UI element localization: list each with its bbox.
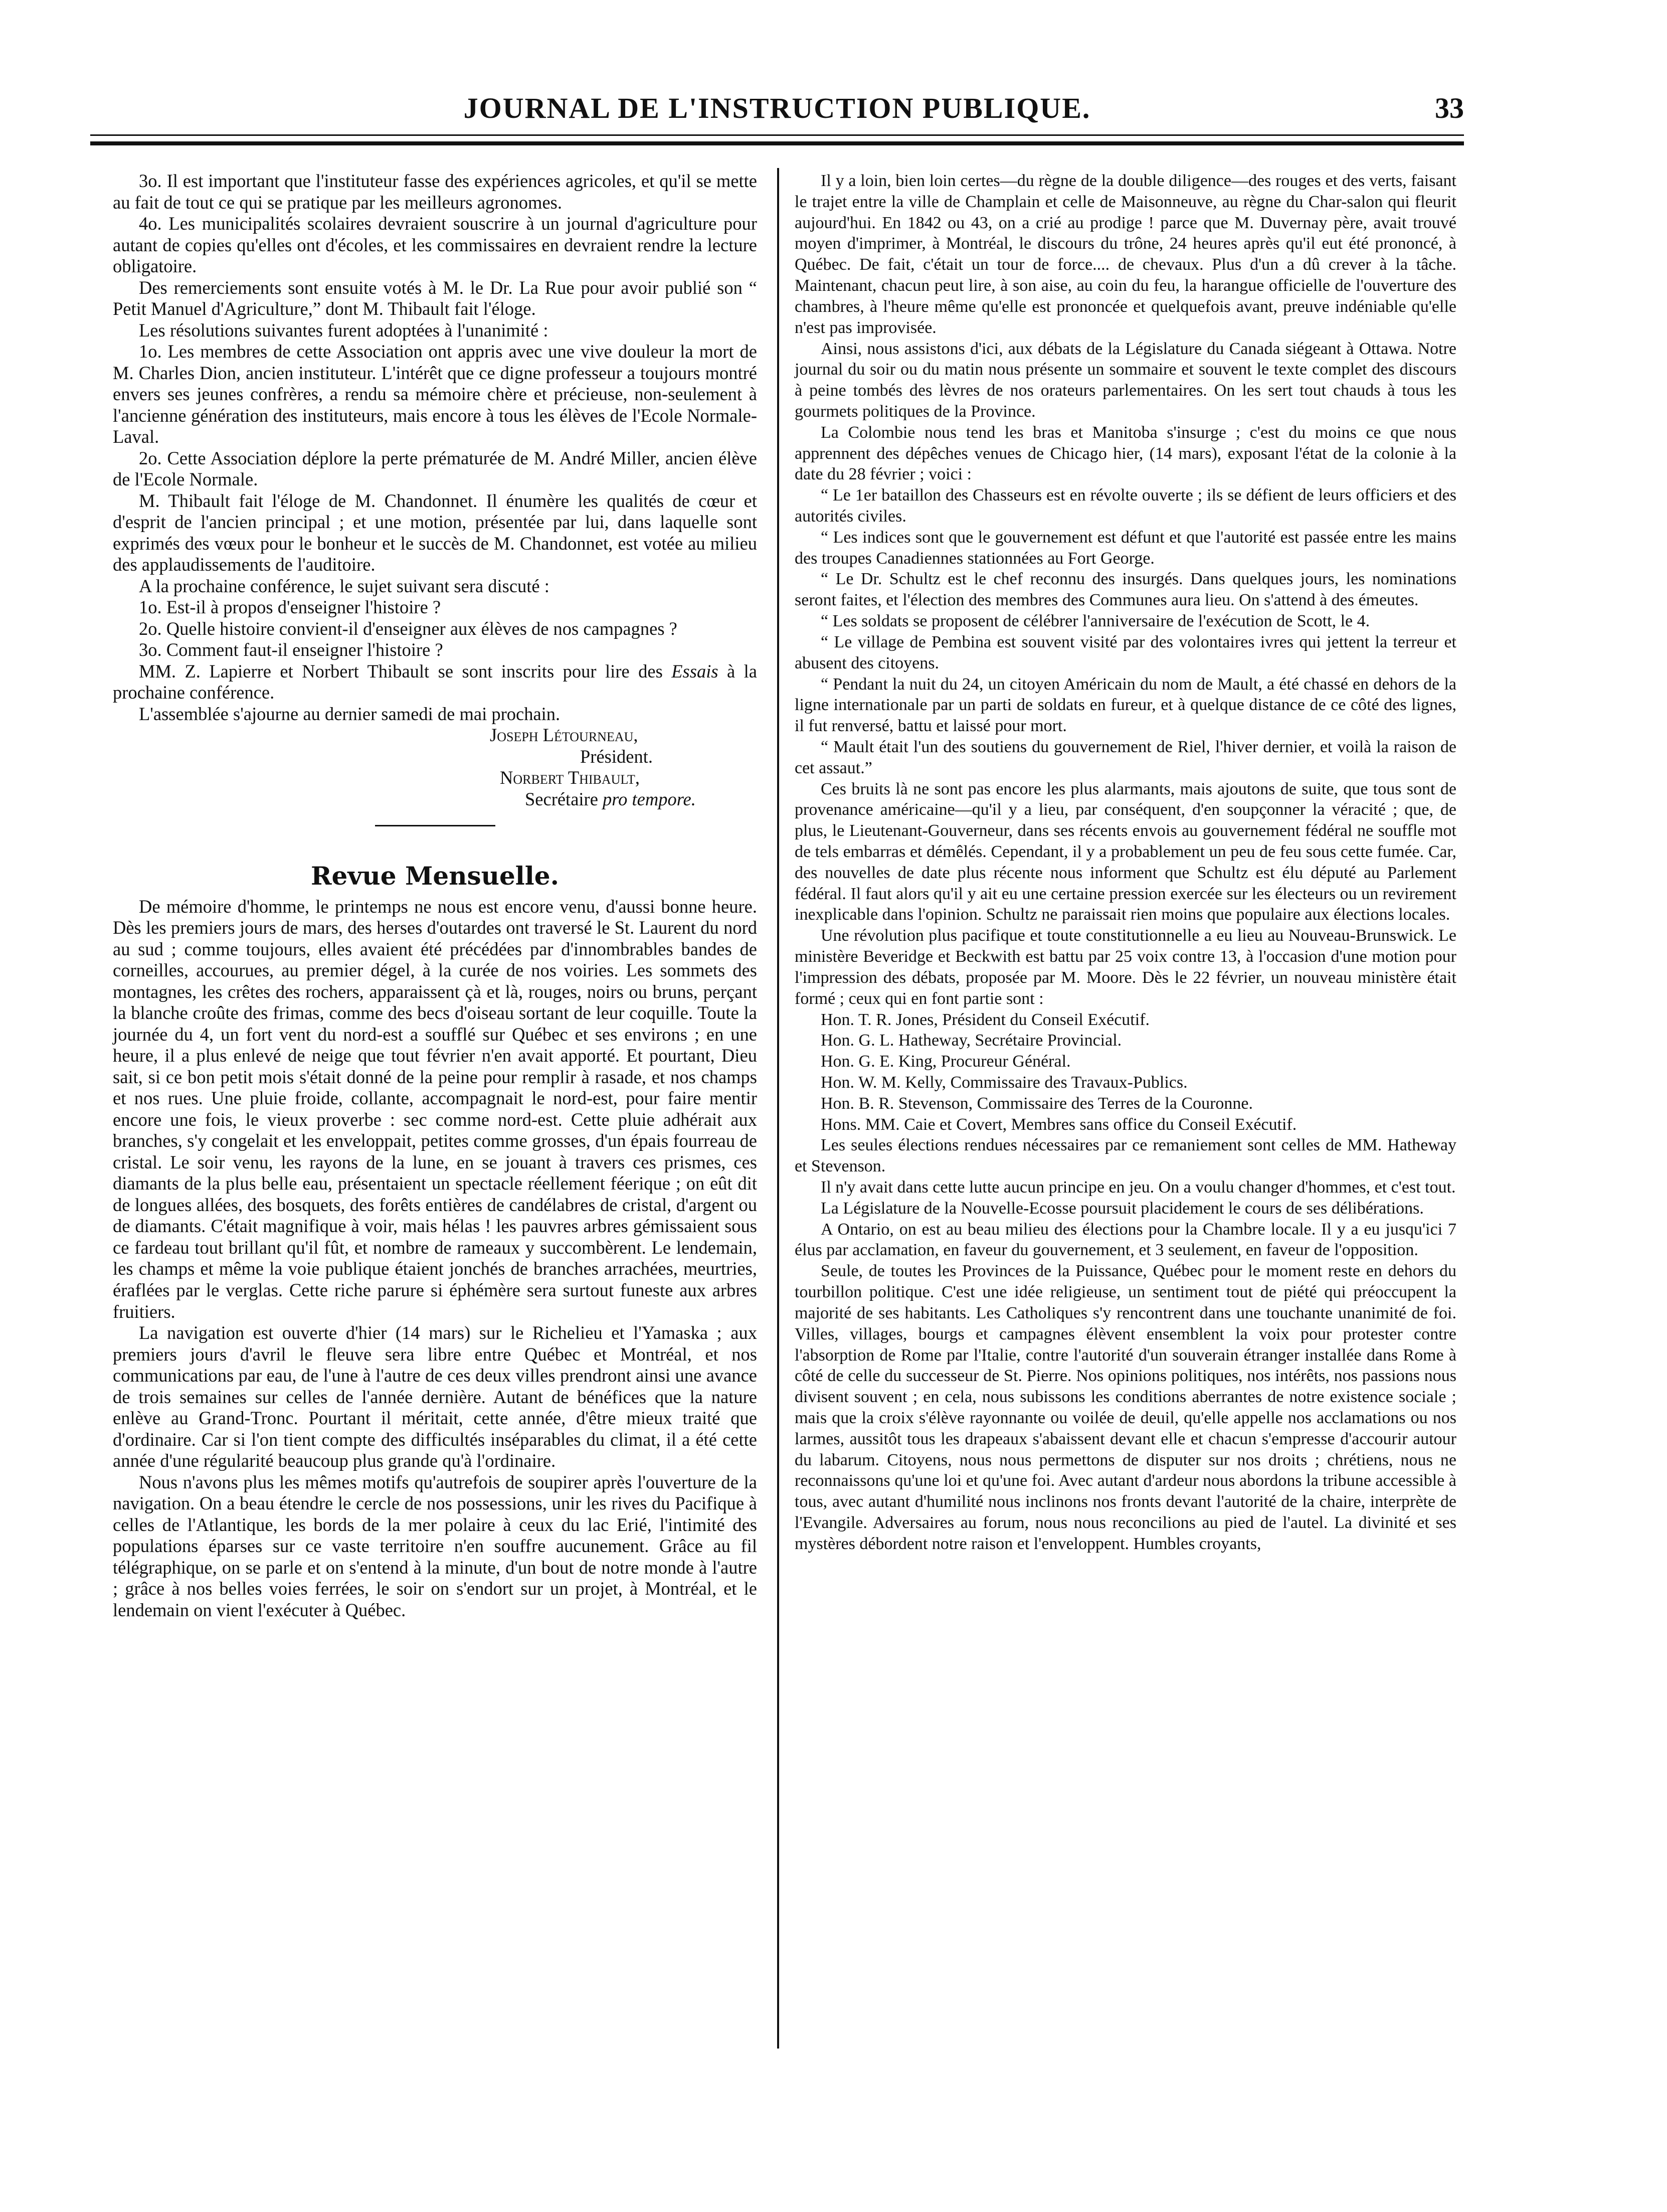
page-header (90, 91, 1464, 131)
left-column (113, 171, 757, 1621)
minister-item: Hon. W. M. Kelly, Commissaire des Travaux-Publics. (821, 1073, 1188, 1092)
page-number: 33 (1435, 92, 1464, 124)
essais-word: Essais (671, 660, 718, 682)
section-divider (375, 825, 495, 826)
minister-item: Hons. MM. Caie et Covert, Membres sans office du Conseil Exécutif. (821, 1115, 1297, 1134)
paragraph: “ Mault était l'un des soutiens du gouvernement de Riel, l'hiver dernier, et voilà la raison de cet assaut.” (795, 737, 1456, 777)
paragraph: Nous n'avons plus les mêmes motifs qu'autrefois de soupirer après l'ouverture de la navigation. On a beau étendre le cercle de nos possessions, unir les rives du Pacifique à celles de l'Atlantique, les bords de la mer polaire à ceux du lac Erié, l'intimité des populations éparses sur ce vaste territoire n'en souffre aucunement. Grâce au fil télégraphique, on se parle et on s'entend à la minute, d'un bout de notre monde à l'autre ; grâce à nos belles voies ferrées, le soir on s'endort sur un projet, à Montréal, et le lendemain on vient l'exécuter à Québec. (113, 1471, 757, 1620)
header-rule-thick (90, 141, 1464, 145)
paragraph: Il y a loin, bien loin certes—du règne de la double diligence—des rouges et des verts, faisant le trajet entre la ville de Champlain et celle de Maisonneuve, au règne du Char-salon qui fleurit aujourd'hui. En 1842 ou 43, on a crié au prodige ! parce que M. Duvernay père, avait trouvé moyen d'imprimer, à Montréal, le discours du trône, 24 heures après qu'il eut été prononcé, à Québec. De fait, c'était un tour de force.... de chevaux. Plus d'un a dû crever à la tâche. Maintenant, chacun peut lire, à son aise, au coin du feu, la harangue officielle de l'ouverture des chambres, à l'heure même qu'elle est prononcée et quelquefois avant, preuve indéniable qu'elle n'est pas improvisée. (795, 172, 1456, 337)
paragraph: A Ontario, on est au beau milieu des élections pour la Chambre locale. Il y a eu jusqu'ici 7 élus par acclamation, en faveur du gouvernement, et 3 seulement, en faveur de l'opposition. (795, 1220, 1456, 1260)
essais-paragraph: MM. Z. Lapierre et Norbert Thibault se sont inscrits pour lire des Essais à la prochaine conférence. (113, 660, 757, 703)
signature-president-title: Président. (580, 746, 653, 767)
paragraph: 1o. Est-il à propos d'enseigner l'histoire ? (139, 597, 441, 618)
paragraph: “ Le village de Pembina est souvent visité par des volontaires ivres qui jettent la terreur et abusent des citoyens. (795, 632, 1456, 672)
minister-item: Hon. B. R. Stevenson, Commissaire des Terres de la Couronne. (821, 1094, 1253, 1113)
paragraph: “ Les soldats se proposent de célébrer l'anniversaire de l'exécution de Scott, le 4. (821, 612, 1370, 631)
paragraph: “ Les indices sont que le gouvernement est défunt et que l'autorité est passée entre les mains des troupes Canadiennes stationnées au Fort George. (795, 528, 1456, 568)
minister-item: Hon. G. E. King, Procureur Général. (821, 1052, 1071, 1071)
paragraph: Une révolution plus pacifique et toute constitutionnelle a eu lieu au Nouveau-Brunswick. Le ministère Beveridge et Beckwith est battu par 25 voix contre 13, à l'occasion d'une motion pour l'impression des débats, proposée par M. Moore. Dès le 22 février, un nouveau ministère était formé ; ceux qui en font partie sont : (795, 926, 1456, 1008)
paragraph: 2o. Quelle histoire convient-il d'enseigner aux élèves de nos campagnes ? (139, 618, 677, 639)
section-title: Revue Mensuelle. (310, 861, 560, 891)
signature-president-name: Joseph Létourneau, (490, 725, 638, 746)
paragraph: Il n'y avait dans cette lutte aucun principe en jeu. On a voulu changer d'hommes, et c'est tout. (821, 1178, 1456, 1197)
column-divider (777, 168, 779, 2049)
paragraph: La navigation est ouverte d'hier (14 mars) sur le Richelieu et l'Yamaska ; aux premiers jours d'avril le fleuve sera libre entre Québec et Montréal, et nos communications par eau, de l'une à l'autre de ces deux villes prendront ainsi une avance de trois semaines sur celles de l'année dernière. Autant de bénéfices que la nature enlève au Grand-Tronc. Pourtant il méritait, cette année, d'être mieux traité que d'ordinaire. Car si l'on tient compte des difficultés inséparables du climat, il a été cette année d'une régularité beaucoup plus grande qu'à l'ordinaire. (113, 1322, 757, 1471)
paragraph: Ces bruits là ne sont pas encore les plus alarmants, mais ajoutons de suite, que tous sont de provenance américaine—qu'il y a lieu, par conséquent, d'en soupçonner la véracité ; que, de plus, le Lieutenant-Gouverneur, dans ses récents envois au gouvernement fédéral ne souffle mot de tels embarras et démêlés. Cependant, il y a probablement un peu de feu sous cette fumée. Car, des nouvelles de date plus récente nous informent que Schultz est élu député au Parlement fédéral. Il faut alors qu'il y ait eu une certaine pression exercée sur les électeurs ou un revirement inexplicable dans l'opinion. Schultz ne paraissait rien moins que populaire aux élections locales. (795, 779, 1456, 924)
paragraph: Les résolutions suivantes furent adoptées à l'unanimité : (139, 319, 548, 341)
paragraph: 1o. Les membres de cette Association ont appris avec une vive douleur la mort de M. Charles Dion, ancien instituteur. L'intérêt que ce digne professeur a toujours montré envers ses jeunes confrères, a rendu sa mémoire chère et précieuse, non-seulement à l'ancienne génération des instituteurs, mais encore à tous les élèves de l'Ecole Normale-Laval. (113, 341, 757, 447)
paragraph: Seule, de toutes les Provinces de la Puissance, Québec pour le moment reste en dehors du tourbillon politique. C'est une idée religieuse, un sentiment tout de piété qui préoccupent la majorité de ses habitants. Les Catholiques s'y rencontrent dans une touchante unanimité de foi. Villes, villages, bourgs et campagnes élèvent ensemblent la voix pour protester contre l'absorption de Rome par l'Italie, contre l'autorité d'un souverain étranger installée dans Rome à côté de celle du successeur de St. Pierre. Nos opinions politiques, nos intérêts, nos passions nous divisent souvent ; en cela, nous subissons les conditions aberrantes de notre existence sociale ; mais que la croix s'élève rayonnante ou voilée de deuil, qu'elle appelle nos acclamations ou nos larmes, aussitôt tous les drapeaux s'abaissent devant elle et chacun s'empresse d'accourir autour du labarum. Citoyens, nous nous permettons de disputer sur nos droits ; chrétiens, nous ne reconnaissons qu'une loi et qu'une foi. Avec autant d'ardeur nous abordons la tribune accessible à tous, avec autant d'humilité nous inclinons nos fronts devant l'autorité de la chaire, interprète de l'Evangile. Adversaires au forum, nous nous reconcilions au pied de l'autel. La divinité et ses mystères débordent notre raison et l'enveloppent. Humbles croyants, (795, 1262, 1456, 1553)
paragraph: Des remerciements sont ensuite votés à M. le Dr. La Rue pour avoir publié son “ Petit Manuel d'Agriculture,” dont M. Thibault fait l'éloge. (113, 277, 757, 319)
paragraph: A la prochaine conférence, le sujet suivant sera discuté : (139, 575, 549, 596)
paragraph: La Législature de la Nouvelle-Ecosse poursuit placidement le cours de ses délibérations. (821, 1199, 1424, 1218)
paragraph: “ Le 1er bataillon des Chasseurs est en révolte ouverte ; ils se défient de leurs officiers et des autorités civiles. (795, 486, 1456, 526)
paragraph: Ainsi, nous assistons d'ici, aux débats de la Législature du Canada siégeant à Ottawa. Notre journal du soir ou du matin nous présente un sommaire et souvent le texte complet des discours à peine tombés des lèvres de nos orateurs parlementaires. On les sert tout chauds à tous les gourmets politiques de la Province. (795, 339, 1456, 421)
paragraph: 3o. Il est important que l'instituteur fasse des expériences agricoles, et qu'il se mette au fait de tout ce qui se pratique par les meilleurs agronomes. (113, 171, 757, 213)
journal-title: JOURNAL DE L'INSTRUCTION PUBLIQUE. (463, 92, 1091, 124)
paragraph: Les seules élections rendues nécessaires par ce remaniement sont celles de MM. Hatheway et Stevenson. (795, 1136, 1456, 1176)
paragraph: “ Le Dr. Schultz est le chef reconnu des insurgés. Dans quelques jours, les nominations seront faites, et l'élection des membres des Communes aura lieu. On s'attend à des émeutes. (795, 570, 1456, 610)
paragraph: La Colombie nous tend les bras et Manitoba s'insurge ; c'est du moins ce que nous apprennent des dépêches venues de Chicago hier, (14 mars), exposant l'état de la colonie à la date du 28 février ; voici : (795, 423, 1456, 484)
paragraph: De mémoire d'homme, le printemps ne nous est encore venu, d'aussi bonne heure. Dès les premiers jours de mars, des herses d'outardes ont traversé le St. Laurent du nord au sud ; comme toujours, elles avaient été précédées par d'innombrables bandes de corneilles, accourues, au premier dégel, à la curée de nos voiries. Les sommets des montagnes, les crêtes des rochers, apparaissent çà et là, rouges, noirs ou bruns, perçant la blanche croûte des frimas, comme des becs d'oiseau sortant de leur coquille. Toute la journée du 4, un fort vent du nord-est a soufflé sur Québec et ses environs ; en une heure, il a plus enlevé de neige que tout février n'en avait apporté. Et pourtant, Dieu sait, si ce bon petit mois s'était donné de la peine pour remplir à rasade, et nos champs et nos rues. Une pluie froide, collante, accompagnait le nord-est, pour faire mentir encore une fois, le vieux proverbe : sec comme nord-est. Cette pluie adhérait aux branches, s'y congelait et les enveloppait, petites comme grosses, d'un épais fourreau de cristal. Le soir venu, les rayons de la lune, en se jouant à travers ces prismes, ces diamants de la plus belle eau, présentaient un spectacle réellement féerique ; on eût dit de longues allées, des bosquets, des forêts entières de candélabres de cristal, d'argent ou de diamants. C'était magnifique à voir, mais hélas ! les pauvres arbres gémissaient sous ce fardeau tout brillant qu'il fût, et nombre de rameaux y succombèrent. Le lendemain, les champs et même la voie publique étaient jonchés de branches arrachées, meurtries, éraflées par le verglas. Cette riche parure si éphémère sera surtout funeste aux arbres fruitiers. (113, 896, 757, 1322)
right-column (795, 171, 1456, 1555)
paragraph: “ Pendant la nuit du 24, un citoyen Américain du nom de Mault, a été chassé en dehors de la ligne internationale par un parti de soldats en fureur, et à quelque distance de ce côté des lignes, il fut renversé, battu et laissé pour mort. (795, 674, 1456, 736)
minister-item: Hon. T. R. Jones, Président du Conseil Exécutif. (821, 1010, 1150, 1029)
paragraph: M. Thibault fait l'éloge de M. Chandonnet. Il énumère les qualités de cœur et d'esprit de l'ancien principal ; et une motion, présentée par lui, dans laquelle sont exprimés des vœux pour le bonheur et le succès de M. Chandonnet, est votée au milieu des applaudissements de l'auditoire. (113, 490, 757, 575)
closing-paragraph: L'assemblée s'ajourne au dernier samedi de mai prochain. (139, 703, 561, 724)
header-rule-thin (90, 134, 1464, 136)
paragraph: 3o. Comment faut-il enseigner l'histoire ? (139, 639, 443, 660)
paragraph: 2o. Cette Association déplore la perte prématurée de M. André Miller, ancien élève de l'Ecole Normale. (113, 447, 757, 490)
signature-secretary-title: Secrétaire pro tempore. (525, 788, 696, 809)
signature-secretary-name: Norbert Thibault, (500, 767, 640, 788)
minister-item: Hon. G. L. Hatheway, Secrétaire Provincial. (821, 1031, 1122, 1050)
paragraph: 4o. Les municipalités scolaires devraient souscrire à un journal d'agriculture pour autant de copies qu'elles ont d'écoles, et les commissaires en devraient rendre la lecture obligatoire. (113, 213, 757, 277)
